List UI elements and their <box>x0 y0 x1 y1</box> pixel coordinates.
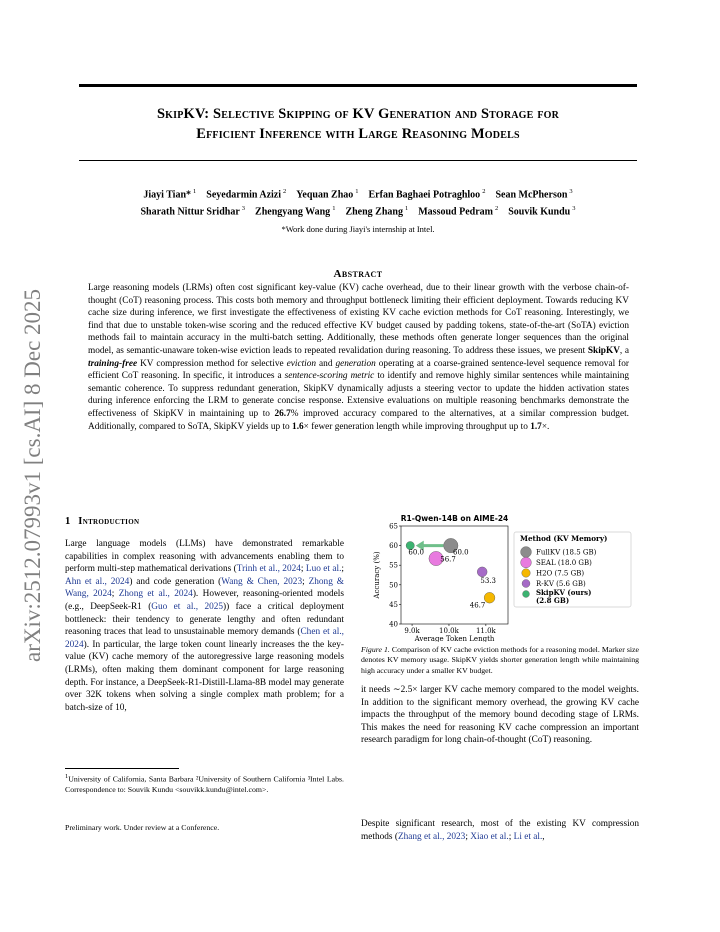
intro-text: ). In particular, the large token count linearly increases the the key-value (KV) cache memory of the autoregressive large reasoning models (LRMs), often making them dominant component for large reasoning depth. For instance, a DeepSeek-R1-Distill-Llama-8B model may generate over 32K tokens when solving a single complex math problem; for a batch-size of 10, <box>65 639 344 713</box>
abstract-text: ×. <box>541 421 550 432</box>
author-name: Jiayi Tian* <box>143 189 192 201</box>
x-tick-label: 10.0k <box>439 627 459 635</box>
citation-link[interactable]: Luo et al. <box>305 564 342 575</box>
author-name: Erfan Baghaei Potraghloo <box>368 189 481 201</box>
abstract-length-gain: 1.6 <box>292 421 304 432</box>
legend-entry: H2O (7.5 GB) <box>536 569 585 578</box>
data-label: 56.7 <box>440 555 456 564</box>
citation-link[interactable]: Li et al. <box>513 831 543 842</box>
arxiv-identifier: arXiv:2512.07993v1 [cs.AI] 8 Dec 2025 <box>20 288 45 662</box>
author-affiliation: 1 <box>404 205 409 213</box>
y-tick-label: 40 <box>389 620 398 629</box>
footnote-rule <box>65 768 179 769</box>
work-note: *Work done during Jiayi's internship at Intel. <box>281 224 435 234</box>
x-tick-label: 9.0k <box>404 627 420 635</box>
title-bottom-rule <box>79 160 637 161</box>
intro-text: Large language models (LLMs) have demonstrated remarkable capabilities in complex reasoning with advancements enabling them to perform multi-step mathematical derivations ( <box>65 539 344 575</box>
figure-1 <box>361 512 639 647</box>
paper-title <box>79 104 637 144</box>
preliminary-note: Preliminary work. Under review at a Conference. <box>65 823 220 832</box>
y-tick-label: 50 <box>389 581 398 590</box>
intro-text: ; <box>300 564 306 575</box>
intro-text: )) face a critical deployment bottleneck: their tendency to generate lengthy and often redundant reasoning traces that lead to unsustainable memory demands ( <box>65 601 344 638</box>
citation-link[interactable]: Ahn et al., 2024 <box>65 576 130 587</box>
caption-label: Figure 1. <box>361 645 390 654</box>
section-number: 1 <box>65 516 71 527</box>
data-label: 60.0 <box>453 548 469 557</box>
abstract-text: operating at a coarse-grained sentence-level sequence removal for efficient CoT reasoning. In specific, it introduces a <box>88 358 629 382</box>
abstract-text: and <box>316 358 336 369</box>
intro-text: ; <box>302 576 309 587</box>
y-tick-label: 45 <box>389 600 398 609</box>
legend-entry-memory: (2.8 GB) <box>536 596 570 605</box>
intro-paragraph-1 <box>65 538 344 714</box>
intro-left-column <box>65 538 344 714</box>
abstract-body <box>88 282 629 433</box>
intro-text: ; <box>341 564 344 575</box>
author-affiliation: 3 <box>572 205 576 213</box>
footnote-text: University of California, Santa Barbara ²University of Southern California ³Intel Labs. Correspondence to: Souvik Kundu <souvikk.kundu@intel.com>. <box>65 774 344 794</box>
y-tick-label: 55 <box>389 561 398 570</box>
legend-title: Method (KV Memory) <box>520 534 608 543</box>
intro-text: ) and code generation ( <box>129 576 222 587</box>
legend-marker <box>523 591 530 598</box>
intro-text: ; <box>465 831 471 842</box>
citation-link[interactable]: Zhong et al., 2024 <box>118 589 193 600</box>
authors-line-1 <box>79 185 637 202</box>
citation-link[interactable]: Chen et al., 2024 <box>65 627 344 650</box>
top-rule-thick <box>79 84 637 87</box>
citation-link[interactable]: Trinh et al., 2024 <box>236 564 301 575</box>
author-name: Zheng Zhang <box>345 206 403 218</box>
legend-entry-name: SkipKV (ours) <box>536 588 592 597</box>
author-name: Seyedarmin Azizi <box>206 189 282 201</box>
authors-line-2 <box>79 202 637 219</box>
data-label: 46.7 <box>469 601 486 610</box>
abstract-training-free: training-free <box>88 358 138 369</box>
data-point <box>484 592 495 603</box>
abstract-text: × fewer generation length while improving throughput up to <box>303 421 531 432</box>
abstract-text: Large reasoning models (LRMs) often cost significant key-value (KV) cache overhead, due to their linear growth with the verbose chain-of-thought (CoT) reasoning process. This costs both memory and throughput bottleneck limiting their efficient deployment. Towards reducing KV cache size during inference, we first investigate the effectiveness of existing KV cache eviction methods for CoT reasoning. Interestingly, we find that due to unstable token-wise scoring and the reduced effective KV budget caused by padding tokens, state-of-the-art (SoTA) eviction methods fail to maintain accuracy in the multi-batch setting. Additionally, these methods often generate longer sequences than the original model, as semantic-unaware token-wise eviction leads to repeated revalidation during reasoning. To address these issues, we present <box>88 283 629 356</box>
author-name: Massoud Pedram <box>418 206 493 218</box>
author-name: Sean McPherson <box>495 189 568 201</box>
legend-marker <box>521 547 532 558</box>
author-list <box>79 185 637 220</box>
author-affiliation: 1 <box>193 188 197 195</box>
legend-entry: R-KV (5.6 GB) <box>536 580 586 588</box>
author-affiliation: 1 <box>332 205 336 213</box>
legend-marker <box>522 580 530 588</box>
author-name: Zhengyang Wang <box>255 206 331 218</box>
abstract-text: % improved accuracy compared to the alternatives, at a similar compression budget. Additionally, compared to SoTA, SkipKV yields up to <box>88 408 629 432</box>
abstract-text: KV compression method for selective <box>137 358 287 369</box>
author-affiliation: 3 <box>241 205 246 213</box>
section-title: Introduction <box>78 516 140 527</box>
data-label: 60.0 <box>408 548 425 557</box>
legend-marker <box>522 569 530 577</box>
title-line-1: SkipKV: Selective Skipping of KV Generation and Storage for <box>156 106 560 122</box>
title-line-2: Efficient Inference with Large Reasoning Models <box>196 126 520 142</box>
abstract-sentence-metric: sentence-scoring metric <box>284 371 375 382</box>
abstract-text: , a <box>619 345 629 356</box>
abstract-skipkv: SkipKV <box>587 345 620 356</box>
chart-title: R1-Qwen-14B on AIME-24 <box>400 514 509 523</box>
author-name: Yequan Zhao <box>296 189 354 201</box>
author-affiliation: 2 <box>482 188 486 195</box>
abstract-eviction: eviction <box>286 358 317 369</box>
affiliations-footnote <box>65 772 344 795</box>
citation-link[interactable]: Zhang et al., 2023 <box>397 831 466 842</box>
intro-text: Despite significant research, most of the existing KV compression methods ( <box>361 819 639 842</box>
citation-link[interactable]: Wang & Chen, 2023 <box>221 576 303 587</box>
author-name: Souvik Kundu <box>508 206 571 218</box>
citation-link[interactable]: Xiao et al. <box>470 831 509 842</box>
footnote-marker: 1 <box>65 773 69 780</box>
citation-link[interactable]: Guo et al., 2025 <box>151 601 224 612</box>
x-tick-label: 11.0k <box>475 627 496 635</box>
author-affiliation: 3 <box>569 188 573 195</box>
figure-caption <box>361 645 639 676</box>
intro-text: ; <box>508 831 514 842</box>
legend-entry: SEAL (18.0 GB) <box>536 559 592 567</box>
scatter-chart <box>361 512 639 642</box>
y-tick-label: 65 <box>389 522 398 531</box>
author-name: Sharath Nittur Sridhar <box>140 206 240 218</box>
citation-link[interactable]: Zhong & Wang, 2024 <box>65 576 344 600</box>
x-axis-label: Average Token Length <box>414 635 495 642</box>
section-heading-introduction <box>65 516 139 527</box>
author-affiliation: 2 <box>494 205 499 213</box>
legend-entry: FullKV (18.5 GB) <box>536 548 597 557</box>
data-label: 53.3 <box>480 576 496 585</box>
data-point <box>477 567 487 577</box>
abstract-text: to identify and remove highly similar sentences while maintaining semantic coherence. To suppress redundant generation, SkipKV dynamically adjusts a steering vector to update the hidden activation states during inference enforcing the LRM to generate concise response. Extensive evaluations on multiple reasoning benchmarks demonstrate the effectiveness of SkipKV in maintaining up to <box>88 371 629 419</box>
intro-right-paragraph-2 <box>361 818 639 843</box>
abstract-throughput-gain: 1.7 <box>530 421 542 432</box>
abstract-paragraph <box>88 282 629 433</box>
intro-right-paragraph-1: it needs ∼2.5× larger KV cache memory compared to the model weights. In addition to the significant memory overhead, the growing KV cache impacts the throughput of the memory bound decoding stage of LRMs. This makes the need for reasoning KV cache compression an important research paradigm for long chain-of-thought (CoT) reasoning. <box>361 685 639 746</box>
author-affiliation: 1 <box>355 188 359 195</box>
abstract-accuracy-gain: 26.7 <box>274 408 291 419</box>
intro-text: , <box>542 831 545 842</box>
intro-text: ). However, reasoning-oriented models (e.g., DeepSeek-R1 ( <box>65 589 344 612</box>
legend-marker <box>521 557 532 568</box>
intro-text: ; <box>111 589 119 600</box>
y-axis-label: Accuracy (%) <box>373 551 381 599</box>
y-tick-label: 60 <box>389 542 398 551</box>
abstract-generation: generation <box>335 358 376 369</box>
abstract-heading: Abstract <box>333 268 383 280</box>
caption-text: Comparison of KV cache eviction methods for a reasoning model. Marker size denotes KV memory usage. SkipKV yields shorter generation length while maintaining high accuracy under a smaller KV budget. <box>361 645 639 675</box>
author-affiliation: 2 <box>283 188 287 195</box>
